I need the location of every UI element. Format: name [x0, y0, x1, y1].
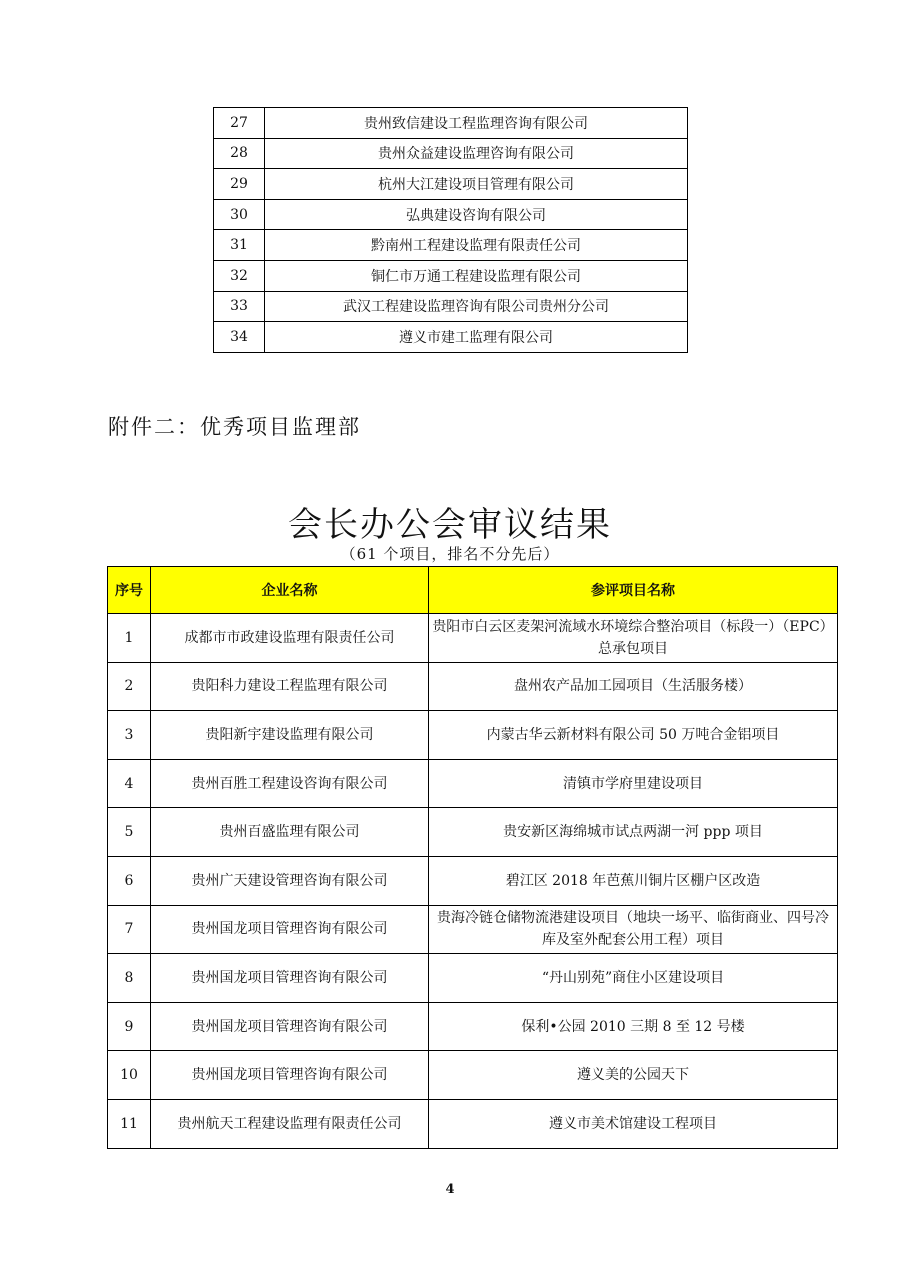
row-number: 28	[214, 138, 265, 169]
project-name: 盘州农产品加工园项目（生活服务楼）	[429, 662, 838, 711]
project-name: 保利•公园 2010 三期 8 至 12 号楼	[429, 1002, 838, 1051]
row-number: 2	[108, 662, 151, 711]
header-number: 序号	[108, 567, 151, 614]
table-row	[108, 1051, 838, 1100]
table-row	[108, 614, 838, 663]
project-name: 内蒙古华云新材料有限公司 50 万吨合金铝项目	[429, 711, 838, 760]
company-name: 杭州大江建设项目管理有限公司	[265, 169, 688, 200]
project-name: 贵安新区海绵城市试点两湖一河 ppp 项目	[429, 808, 838, 857]
project-name: 碧江区 2018 年芭蕉川铜片区棚户区改造	[429, 856, 838, 905]
row-number: 34	[214, 322, 265, 353]
company-name: 贵州国龙项目管理咨询有限公司	[151, 954, 429, 1003]
section-heading: 附件二：优秀项目监理部	[108, 415, 361, 439]
table-row	[214, 138, 688, 169]
company-name: 贵州百盛监理有限公司	[151, 808, 429, 857]
table-row	[108, 759, 838, 808]
header-company: 企业名称	[151, 567, 429, 614]
row-number: 6	[108, 856, 151, 905]
row-number: 8	[108, 954, 151, 1003]
table-row	[108, 1099, 838, 1148]
row-number: 30	[214, 199, 265, 230]
company-name: 贵州致信建设工程监理咨询有限公司	[265, 108, 688, 139]
row-number: 5	[108, 808, 151, 857]
table-row	[214, 108, 688, 139]
table-row	[214, 291, 688, 322]
company-name: 贵州众益建设监理咨询有限公司	[265, 138, 688, 169]
table-header-row	[108, 567, 838, 614]
company-name: 贵州国龙项目管理咨询有限公司	[151, 1051, 429, 1100]
project-name: 遵义市美术馆建设工程项目	[429, 1099, 838, 1148]
company-name: 贵阳科力建设工程监理有限公司	[151, 662, 429, 711]
table-row	[108, 905, 838, 954]
company-name: 黔南州工程建设监理有限责任公司	[265, 230, 688, 261]
table-row	[108, 954, 838, 1003]
table-row	[214, 322, 688, 353]
table-row	[214, 169, 688, 200]
page-subtitle: （61 个项目，排名不分先后）	[340, 545, 560, 563]
table-row	[214, 260, 688, 291]
row-number: 33	[214, 291, 265, 322]
row-number: 7	[108, 905, 151, 954]
row-number: 31	[214, 230, 265, 261]
row-number: 32	[214, 260, 265, 291]
page-number: 4	[445, 1182, 455, 1197]
table-row	[108, 1002, 838, 1051]
company-name: 弘典建设咨询有限公司	[265, 199, 688, 230]
company-name: 贵州百胜工程建设咨询有限公司	[151, 759, 429, 808]
company-name: 武汉工程建设监理咨询有限公司贵州分公司	[265, 291, 688, 322]
table-row	[214, 230, 688, 261]
table-row	[214, 199, 688, 230]
project-name: 清镇市学府里建设项目	[429, 759, 838, 808]
company-name: 铜仁市万通工程建设监理有限公司	[265, 260, 688, 291]
row-number: 27	[214, 108, 265, 139]
page-title: 会长办公会审议结果	[288, 505, 612, 545]
company-name: 贵州广天建设管理咨询有限公司	[151, 856, 429, 905]
company-name: 贵阳新宇建设监理有限公司	[151, 711, 429, 760]
row-number: 1	[108, 614, 151, 663]
project-name: 遵义美的公园天下	[429, 1051, 838, 1100]
company-name: 贵州国龙项目管理咨询有限公司	[151, 905, 429, 954]
project-name: 贵海冷链仓储物流港建设项目（地块一场平、临街商业、四号冷库及室外配套公用工程）项目	[429, 905, 838, 954]
member-list-table	[213, 107, 688, 353]
header-project: 参评项目名称	[429, 567, 838, 614]
project-name: “丹山别苑”商住小区建设项目	[429, 954, 838, 1003]
company-name: 遵义市建工监理有限公司	[265, 322, 688, 353]
project-results-table	[107, 566, 838, 1149]
row-number: 29	[214, 169, 265, 200]
row-number: 9	[108, 1002, 151, 1051]
company-name: 贵州航天工程建设监理有限责任公司	[151, 1099, 429, 1148]
row-number: 10	[108, 1051, 151, 1100]
company-name: 贵州国龙项目管理咨询有限公司	[151, 1002, 429, 1051]
row-number: 11	[108, 1099, 151, 1148]
company-name: 成都市市政建设监理有限责任公司	[151, 614, 429, 663]
table-row	[108, 856, 838, 905]
row-number: 3	[108, 711, 151, 760]
project-name: 贵阳市白云区麦架河流域水环境综合整治项目（标段一）（EPC）总承包项目	[429, 614, 838, 663]
table-row	[108, 711, 838, 760]
table-row	[108, 662, 838, 711]
row-number: 4	[108, 759, 151, 808]
table-row	[108, 808, 838, 857]
